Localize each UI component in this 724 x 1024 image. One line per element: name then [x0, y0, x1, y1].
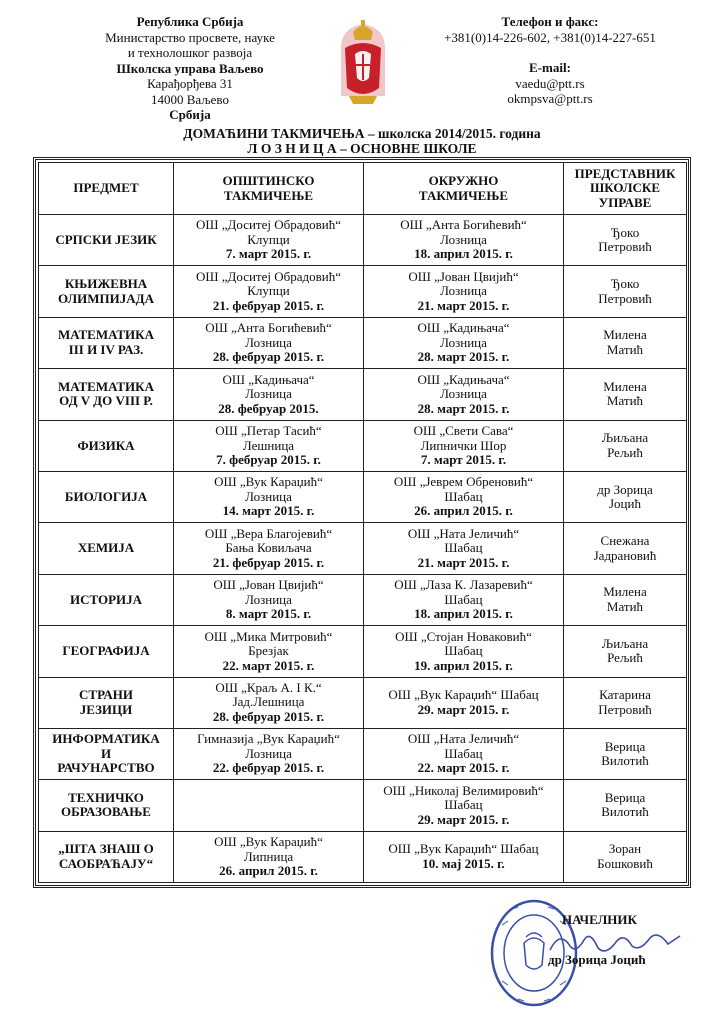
table-row — [39, 780, 687, 831]
subject-cell: „ШТА ЗНАШ О САОБРАЋАЈУ“ — [39, 831, 174, 882]
subject-cell: МАТЕМАТИКА ОД V ДО VIII Р. — [39, 369, 174, 420]
document-title: ДОМАЋИНИ ТАКМИЧЕЊА – школска 2014/2015. година — [183, 126, 541, 141]
subject-cell: МАТЕМАТИКА III И IV РАЗ. — [39, 317, 174, 368]
district-cell: ОШ „Ната Јеличић“ Шабац 21. март 2015. г. — [364, 523, 564, 574]
district-cell: ОШ „Ната Јеличић“ Шабац 22. март 2015. г. — [364, 728, 564, 779]
district-cell: ОШ „Свети Сава“ Липнички Шор 7. март 2015. г. — [364, 420, 564, 471]
phone-numbers: +381(0)14-226-602, +381(0)14-227-651 — [444, 29, 656, 45]
subject-cell: ИНФОРМАТИКА И РАЧУНАРСТВО — [39, 728, 174, 779]
municipal-cell: Гимназија „Вук Караџић“ Лозница 22. фебруар 2015. г. — [174, 728, 364, 779]
phone-label: Телефон и факс: — [501, 14, 599, 29]
municipal-cell: ОШ „Вера Благојевић“ Бања Ковиљача 21. фебруар 2015. г. — [174, 523, 364, 574]
street-address: Карађорђева 31 — [147, 76, 233, 91]
table-row — [39, 523, 687, 574]
office-name: Школска управа Ваљево — [116, 60, 264, 76]
ministry-line-2: и технолошког развоја — [127, 45, 253, 60]
table-row — [39, 574, 687, 625]
serbian-coat-of-arms-icon — [335, 18, 391, 106]
header-subject: ПРЕДМЕТ — [39, 163, 174, 215]
district-cell: ОШ „Кадињача“ Лозница 28. март 2015. г. — [364, 317, 564, 368]
representative-cell: Милена Матић — [564, 369, 687, 420]
table-row — [39, 266, 687, 317]
municipal-cell: ОШ „Анта Богићевић“ Лозница 28. фебруар 2015. г. — [174, 317, 364, 368]
representative-cell: Љиљана Рељић — [564, 420, 687, 471]
municipal-cell: ОШ „Мика Митровић“ Брезјак 22. март 2015. г. — [174, 626, 364, 677]
table-row — [39, 626, 687, 677]
municipal-cell — [174, 780, 364, 831]
city-address: 14000 Ваљево — [151, 91, 229, 107]
subject-cell: ФИЗИКА — [39, 420, 174, 471]
representative-cell: Верица Вилотић — [564, 780, 687, 831]
district-cell: ОШ „Јован Цвијић“ Лозница 21. март 2015. г. — [364, 266, 564, 317]
competition-hosts-table — [33, 157, 691, 888]
district-cell: ОШ „Јеврем Обреновић“ Шабац 26. април 2015. г. — [364, 471, 564, 522]
representative-cell: Верица Вилотић — [564, 728, 687, 779]
subject-cell: ТЕХНИЧКО ОБРАЗОВАЊЕ — [39, 780, 174, 831]
header-district: ОКРУЖНО ТАКМИЧЕЊЕ — [364, 163, 564, 215]
district-cell: ОШ „Кадињача“ Лозница 28. март 2015. г. — [364, 369, 564, 420]
institution-address-block — [60, 14, 320, 123]
district-cell: ОШ „Анта Богићевић“ Лозница 18. април 2015. г. — [364, 215, 564, 266]
contact-block — [430, 14, 670, 107]
email-1: vaedu@ptt.rs — [515, 75, 585, 91]
representative-cell: Зоран Бошковић — [564, 831, 687, 882]
representative-cell: Милена Матић — [564, 574, 687, 625]
district-cell: ОШ „Стојан Новаковић“ Шабац 19. април 2015. г. — [364, 626, 564, 677]
district-cell: ОШ „Николај Велимировић“ Шабац 29. март 2015. г. — [364, 780, 564, 831]
header-municipal: ОПШТИНСКО ТАКМИЧЕЊЕ — [174, 163, 364, 215]
representative-cell: Милена Матић — [564, 317, 687, 368]
municipal-cell: ОШ „Вук Караџић“ Липница 26. април 2015. г. — [174, 831, 364, 882]
representative-cell: Љиљана Рељић — [564, 626, 687, 677]
municipal-cell: ОШ „Вук Караџић“ Лозница 14. март 2015. г. — [174, 471, 364, 522]
table-row — [39, 215, 687, 266]
municipal-cell: ОШ „Јован Цвијић“ Лозница 8. март 2015. г. — [174, 574, 364, 625]
municipal-cell: ОШ „Краљ А. I К.“ Јад.Лешница 28. фебруар 2015. г. — [174, 677, 364, 728]
table-row — [39, 831, 687, 882]
header-representative: ПРЕДСТАВНИК ШКОЛСКЕ УПРАВЕ — [564, 163, 687, 215]
table-row — [39, 471, 687, 522]
municipal-cell: ОШ „Петар Тасић“ Лешница 7. фебруар 2015. г. — [174, 420, 364, 471]
representative-cell: Снежана Јадрановић — [564, 523, 687, 574]
table-row — [39, 317, 687, 368]
email-2: okmpsva@ptt.rs — [507, 91, 593, 106]
representative-cell: Ђоко Петровић — [564, 215, 687, 266]
state-name: Србија — [169, 107, 211, 122]
district-cell: ОШ „Вук Караџић“ Шабац 10. мај 2015. г. — [364, 831, 564, 882]
municipal-cell: ОШ „Кадињача“ Лозница 28. фебруар 2015. — [174, 369, 364, 420]
ministry-line-1: Министарство просвете, науке — [105, 29, 275, 45]
representative-cell: др Зорица Јоцић — [564, 471, 687, 522]
municipal-cell: ОШ „Доситеј Обрадовић“ Клупци 21. фебруар 2015. г. — [174, 266, 364, 317]
representative-cell: Катарина Петровић — [564, 677, 687, 728]
subject-cell: БИОЛОГИЈА — [39, 471, 174, 522]
table-row — [39, 677, 687, 728]
signer-name: др Зорица Јоцић — [548, 952, 646, 967]
country-name: Република Србија — [136, 14, 244, 29]
email-label: E-mail: — [529, 60, 571, 75]
subject-cell: СРПСКИ ЈЕЗИК — [39, 215, 174, 266]
table-row — [39, 369, 687, 420]
subject-cell: ХЕМИЈА — [39, 523, 174, 574]
subject-cell: ГЕОГРАФИЈА — [39, 626, 174, 677]
table-row — [39, 420, 687, 471]
district-cell: ОШ „Лаза К. Лазаревић“ Шабац 18. април 2015. г. — [364, 574, 564, 625]
chief-label: НАЧЕЛНИК — [562, 912, 637, 927]
municipal-cell: ОШ „Доситеј Обрадовић“ Клупци 7. март 2015. г. — [174, 215, 364, 266]
document-subtitle: Л О З Н И Ц А – ОСНОВНЕ ШКОЛЕ — [247, 141, 477, 156]
representative-cell: Ђоко Петровић — [564, 266, 687, 317]
table-header-row — [39, 163, 687, 215]
subject-cell: ИСТОРИЈА — [39, 574, 174, 625]
district-cell: ОШ „Вук Караџић“ Шабац 29. март 2015. г. — [364, 677, 564, 728]
table-row — [39, 728, 687, 779]
subject-cell: КЊИЖЕВНА ОЛИМПИЈАДА — [39, 266, 174, 317]
table-body — [39, 215, 687, 883]
subject-cell: СТРАНИ ЈЕЗИЦИ — [39, 677, 174, 728]
